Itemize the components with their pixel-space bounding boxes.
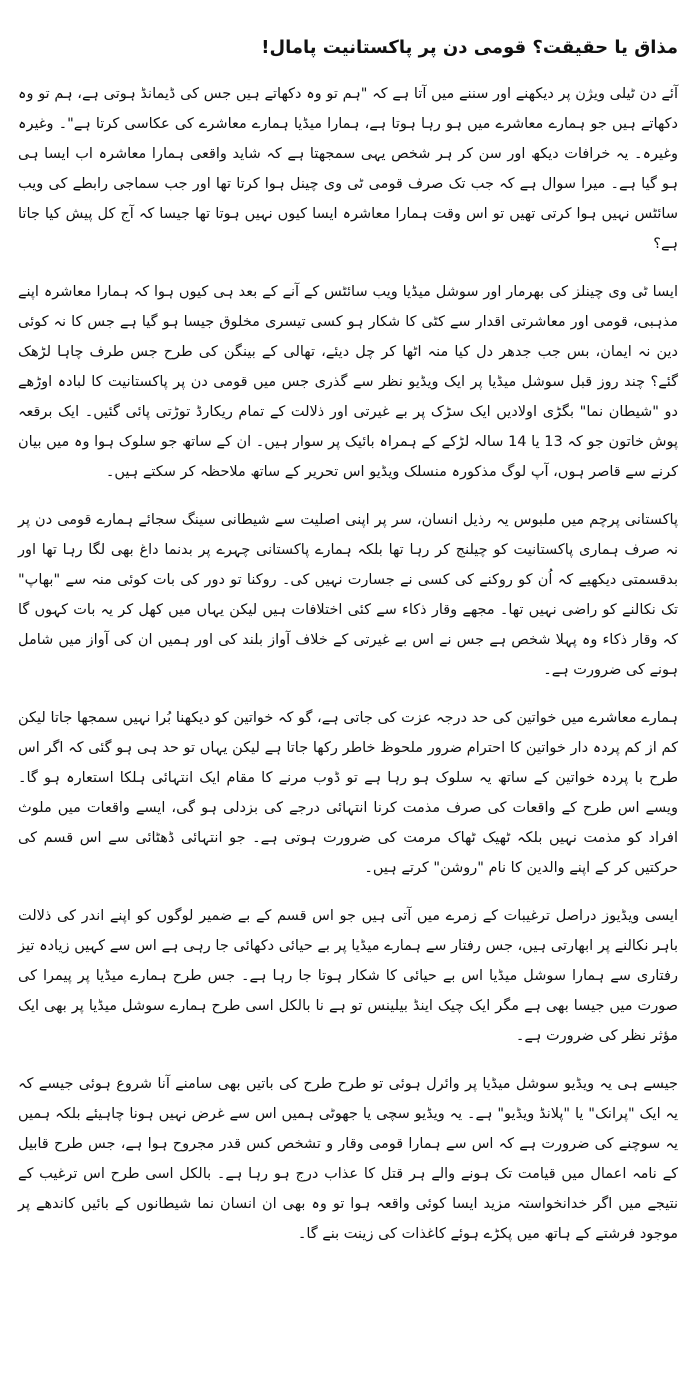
article-paragraph-1: آئے دن ٹیلی ویژن پر دیکھنے اور سننے میں آتا ہے کہ "ہم تو وہ دکھاتے ہیں جس کی ڈیمانڈ ہوتی ہے، ہم تو وہ دکھاتے ہیں جو ہمارے معاشرے میں ہو رہا ہوتا ہے، ہمارا میڈیا ہمارے معاشرے کی عکاسی کرتا ہے"۔ وغیرہ وغیرہ۔ یہ خرافات دیکھ اور سن کر ہر شخص یہی سمجھتا ہے کہ شاید واقعی ہمارا معاشرہ اب ایسا ہی ہو گیا ہے۔ میرا سوال ہے کہ جب تک صرف قومی ٹی وی چینل ہوا کرتا تھا اور جب سماجی رابطے کی ویب سائٹس نہیں ہوا کرتی تھیں تو اس وقت ہمارا معاشرہ ایسا کیوں نہیں ہوتا تھا جیسا کہ آج کل پیش کیا جاتا ہے؟ <box>18 86 678 252</box>
article-paragraph-4: ہمارے معاشرے میں خواتین کی حد درجہ عزت کی جاتی ہے، گو کہ خواتین کو دیکھنا بُرا نہیں سمجھا جاتا لیکن کم از کم پردہ دار خواتین کا احترام ضرور ملحوظ خاطر رکھا جاتا ہے لیکن یہاں تو حد ہی ہو گئی کہ اگر اس طرح با پردہ خواتین کے ساتھ یہ سلوک ہو رہا ہے تو ڈوب مرنے کا مقام ایک انتہائی ہلکا استعارہ ہو گا۔ ویسے اس طرح کے واقعات کی صرف مذمت کرنا انتہائی درجے کی بزدلی ہو گی، ایسے واقعات میں ملوث افراد کو مذمت نہیں بلکہ ٹھیک ٹھاک مرمت کی ضرورت ہوتی ہے۔ جو انتہائی ڈھٹائی سے اس قسم کی حرکتیں کر کے اپنے والدین کا نام "روشن" کرتے ہیں۔ <box>18 710 678 876</box>
article-paragraph-2: ایسا ٹی وی چینلز کی بھرمار اور سوشل میڈیا ویب سائٹس کے آنے کے بعد ہی کیوں ہوا کہ ہمارا معاشرہ اپنے مذہبی، قومی اور معاشرتی اقدار سے کٹی کا شکار ہو کسی تیسری مخلوق جیسا ہو گیا ہے جس کا نہ کوئی دین نہ ایمان، بس جب جدھر دل کیا منہ اٹھا کر چل دیئے، تھالی کے بینگن کی طرح جس طرف چاہا لڑھک گئے؟ چند روز قبل سوشل میڈیا پر ایک ویڈیو نظر سے گذری جس میں قومی دن پر پاکستانیت کا لبادہ اوڑھے دو "شیطان نما" بگڑی اولادیں ایک سڑک پر بے غیرتی اور ذلالت کے تمام ریکارڈ توڑتی پائی گئیں۔ ایک برقعہ پوش خاتون جو کہ 13 یا 14 سالہ لڑکے کے ہمراہ بائیک پر سوار ہیں۔ ان کے ساتھ جو سلوک ہوا وہ میں بیان کرنے سے قاصر ہوں، آپ لوگ مذکورہ منسلک ویڈیو اس تحریر کے ساتھ ملاحظہ کر سکتے ہیں۔ <box>18 284 678 480</box>
article-paragraph-5: ایسی ویڈیوز دراصل ترغیبات کے زمرے میں آتی ہیں جو اس قسم کے بے ضمیر لوگوں کو اپنے اندر کی ذلالت باہر نکالنے پر ابھارتی ہیں، جس رفتار سے ہمارے میڈیا پر بے حیائی دکھائی جا رہی ہے اس سے کہیں زیادہ تیز رفتاری سے ہمارا سوشل میڈیا اس بے حیائی کا شکار ہوتا جا رہا ہے۔ جس طرح ہمارے میڈیا پر پیمرا کی صورت میں جیسا بھی ہے مگر ایک چیک اینڈ بیلینس تو ہے نا بالکل اسی طرح ہمارے سوشل میڈیا پر بھی ایک مؤثر نظر کی ضرورت ہے۔ <box>18 908 678 1044</box>
article-paragraph-6: جیسے ہی یہ ویڈیو سوشل میڈیا پر وائرل ہوئی تو طرح طرح کی باتیں بھی سامنے آنا شروع ہوئی جیسے کہ یہ ایک "پرانک" یا "پلانڈ ویڈیو" ہے۔ یہ ویڈیو سچی یا جھوٹی ہمیں اس سے غرض نہیں ہونا چاہیئے بلکہ ہمیں یہ سوچنے کی ضرورت ہے کہ اس سے ہمارا قومی وقار و تشخص کس قدر مجروح ہوا ہے، جس طرح قابیل کے نامہ اعمال میں قیامت تک ہونے والے ہر قتل کا عذاب درج ہو رہا ہے۔ بالکل اسی طرح اس ترغیب کے نتیجے میں اگر خدانخواستہ مزید ایسا کوئی واقعہ ہوا تو وہ بھی ان انسان نما شیطانوں کے بائیں کاندھے پر موجود فرشتے کے ہاتھ میں پکڑے ہوئے کاغذات کی زینت بنے گا۔ <box>18 1076 678 1242</box>
article-paragraph-3: پاکستانی پرچم میں ملبوس یہ رذیل انسان، سر پر اپنی اصلیت سے شیطانی سینگ سجائے ہمارے قومی دن پر نہ صرف ہماری پاکستانیت کو چیلنج کر رہا تھا بلکہ ہمارے پاکستانی چہرے پر بدنما داغ بھی لگا رہا تھا اور بدقسمتی دیکھیے کہ اُن کو روکنے کی کسی نے جسارت نہیں کی۔ روکنا تو دور کی بات کوئی منہ سے "بھاپ" تک نکالنے کو راضی نہیں تھا۔ مجھے وقار ذکاء سے کئی اختلافات ہیں لیکن یہاں میں کھل کر یہ بات کہوں گا کہ وقار ذکاء وہ پہلا شخص ہے جس نے اس بے غیرتی کے خلاف آواز بلند کی اور ہمیں ان کی آواز میں شامل ہونے کی ضرورت ہے۔ <box>18 512 678 678</box>
article-title: مذاق یا حقیقت؟ قومی دن پر پاکستانیت پامال! <box>261 37 678 58</box>
